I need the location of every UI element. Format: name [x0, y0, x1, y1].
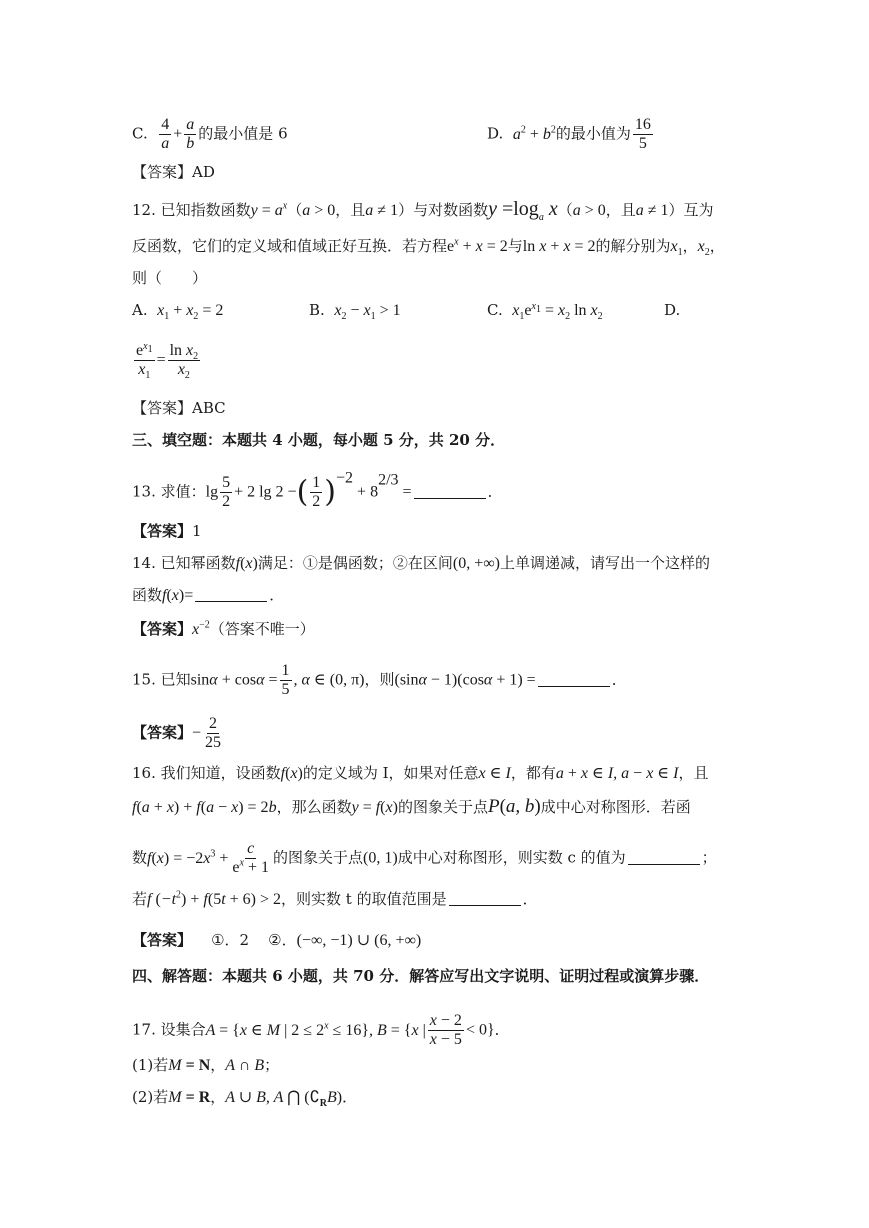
q16-line4: 若f $(-t^2) + f(5t + 6) > 2$，则实数 t 的取值范围是 ．	[132, 889, 538, 908]
q12-option-d: D.	[664, 301, 681, 319]
q12-line1: 12. 已知指数函数$y = a^x(a > 0$，且a ≠ 1）与对数函数$y =\log_a$ x（a > 0，且a ≠ 1）互为	[132, 198, 714, 223]
q11-option-d: D. $a^2 + b^2$的最小值为 $\frac{16}{5}$	[487, 116, 651, 152]
q11-option-c: C. $\frac{4}{a}$ + $\frac{a}{b}$ 的最小值是 6	[132, 116, 288, 152]
q15-blank[interactable]	[538, 686, 610, 687]
fraction-a-over-b: $\frac{a}{b}$	[186, 116, 195, 152]
section-3-heading: 三、填空题：本题共 4 小题，每小题 5 分，共 20 分．	[132, 431, 506, 449]
q12-answer: 【答案】ABC	[132, 399, 226, 417]
q14-blank[interactable]	[195, 601, 267, 602]
q12-options: A. $x_1 + x_2 = 2$	[132, 301, 224, 323]
q16-blank-2[interactable]	[449, 905, 521, 906]
q14-answer: 【答案】$x^{-2}$（答案不唯一）	[132, 619, 315, 638]
q16-line3: 数$f(x) = -2x^3$ + $\frac{c}{e^x + 1}$ 的图象关于点(0, 1)成中心对称图形，则实数 c 的值为 ；	[132, 840, 717, 876]
q17-part1: (1)若M = N，A ∩ B；	[132, 1056, 280, 1074]
fraction-4-over-a: $\frac{4}{a}$	[161, 116, 170, 152]
q12-line2: 反函数，它们的定义域和值域正好互换．若方程$e^x + x = 2$与ln x + x = 2的解分别为$x_1$，$x_2$，	[132, 236, 725, 259]
q12-option-b: B. $x_2 - x_1 > 1$	[309, 301, 401, 323]
q15: 15. 已知sinα + cosα = $\frac{1}{5}$ , α ∈ (0, π)，则(sinα − 1)(cosα + 1) = ．	[132, 662, 627, 698]
q12-line3: 则（ ）	[132, 269, 208, 287]
q16-answer: 【答案】 ①．2 ②．(−∞, −1) ∪ (6, +∞)	[132, 931, 422, 949]
q12-option-d-formula: $\frac{e^{x_1}}{x_1}$ = $\frac{\ln x_2}{x_2}$	[136, 340, 199, 382]
fraction-16-over-5: $\frac{16}{5}$	[634, 116, 651, 152]
q17-part2: (2)若M = R，A ∪ B, A ⋂ $(∁_RB)$．	[132, 1088, 358, 1110]
q12-option-c: C. $x_1e^{x_1} = x_2$ $\ln x_2$	[487, 300, 603, 323]
q11-answer: 【答案】AD	[132, 163, 215, 181]
q15-answer: 【答案】− $\frac{2}{25}$	[132, 715, 222, 751]
q16-line1: 16. 我们知道，设函数f(x)的定义域为 I，如果对任意x ∈ I，都有a + x ∈ I, a − x ∈ I，且	[132, 764, 709, 782]
q13-answer: 【答案】1	[132, 522, 202, 540]
q14-line2: 函数f(x)= ．	[132, 586, 285, 604]
section-4-heading: 四、解答题：本题共 6 小题，共 70 分．解答应写出文字说明、证明过程或演算步骤．	[132, 967, 710, 985]
q13: 13. 求值：lg $\frac{5}{2}$ + 2 lg 2 −( $\frac{1}{2}$ )$^{-2} + 8^{2/3}$ = ．	[132, 469, 503, 510]
q16-blank-1[interactable]	[628, 864, 700, 865]
q14-line1: 14. 已知幂函数f(x)满足：①是偶函数；②在区间(0, +∞)上单调递减，请写出一个这样的	[132, 554, 710, 572]
q16-line2: f(a + x) + f(a − x) = 2b，那么函数y = f(x)的图象关于点P(a, b)成中心对称图形．若函	[132, 796, 691, 817]
q17-stem: 17. 设集合A = {x ∈ M | $2 \le 2^x \le 16$}, B = {x | $\frac{x - 2}{x - 5}$ < 0}．	[132, 1012, 510, 1048]
q13-blank[interactable]	[414, 498, 486, 499]
